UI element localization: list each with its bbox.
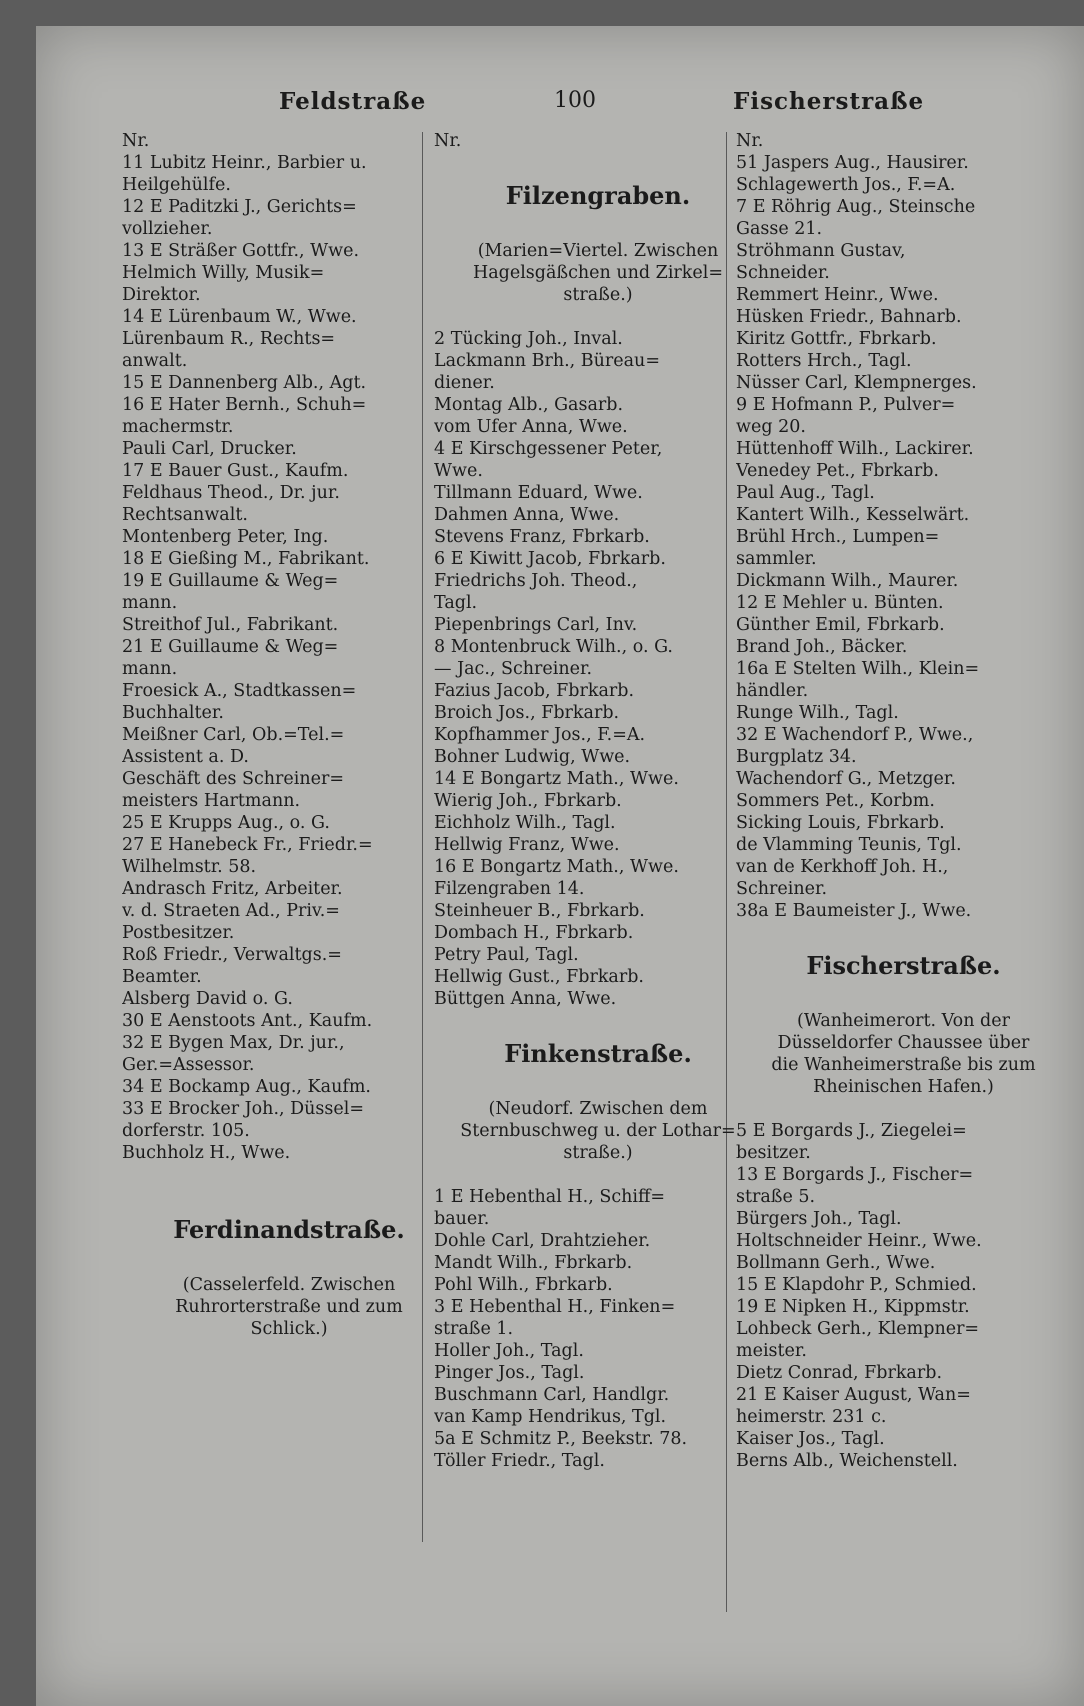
entry-line: 14 E Lürenbaum W., Wwe. <box>122 307 357 327</box>
entry-line: Kopfhammer Jos., F.=A. <box>434 725 646 745</box>
entry-line: weg 20. <box>736 417 806 437</box>
entry-line: Streithof Jul., Fabrikant. <box>122 615 339 635</box>
section-title-ferdinandstrasse: Ferdinandstraße. <box>173 1215 405 1244</box>
entry-line: bauer. <box>434 1209 490 1229</box>
page-header <box>36 84 1084 124</box>
entry-line: 15 E Dannenberg Alb., Agt. <box>122 373 367 393</box>
entry-line: Kantert Wilh., Kesselwärt. <box>736 505 970 525</box>
entry-line: Montenberg Peter, Ing. <box>122 527 329 547</box>
entry-line: Kiritz Gottfr., Fbrkarb. <box>736 329 937 349</box>
entry-line: Roß Friedr., Verwaltgs.= <box>122 945 342 965</box>
entry-line: Günther Emil, Fbrkarb. <box>736 615 945 635</box>
entry-line: 32 E Bygen Max, Dr. jur., <box>122 1033 345 1053</box>
entry-line: 2 Tücking Joh., Inval. <box>434 329 623 349</box>
section-description <box>736 1010 1071 1098</box>
entry-line: 25 E Krupps Aug., o. G. <box>122 813 330 833</box>
entry-line: Direktor. <box>122 285 201 305</box>
entry-line: Feldhaus Theod., Dr. jur. <box>122 483 340 503</box>
entry-line: 3 E Hebenthal H., Finken= <box>434 1297 676 1317</box>
entry-line: Petry Paul, Tagl. <box>434 945 579 965</box>
entry-line: meister. <box>736 1341 807 1361</box>
entry-line: Wierig Joh., Fbrkarb. <box>434 791 622 811</box>
entry-line: 30 E Aenstoots Ant., Kaufm. <box>122 1011 373 1031</box>
description-line: Ruhrorterstraße und zum <box>175 1297 403 1317</box>
entry-line: 8 Montenbruck Wilh., o. G. <box>434 637 673 657</box>
entry-line: Brand Joh., Bäcker. <box>736 637 908 657</box>
entry-line: Bohner Ludwig, Wwe. <box>434 747 631 767</box>
entry-line: besitzer. <box>736 1143 811 1163</box>
entry-line: Alsberg David o. G. <box>122 989 293 1009</box>
entry-line: 21 E Guillaume & Weg= <box>122 637 339 657</box>
directory-page <box>36 26 1084 1706</box>
entry-line: heimerstr. 231 c. <box>736 1407 887 1427</box>
entry-line: Sicking Louis, Fbrkarb. <box>736 813 945 833</box>
entry-line: Lohbeck Gerh., Klempner= <box>736 1319 980 1339</box>
entry-line: 13 E Borgards J., Fischer= <box>736 1165 974 1185</box>
entry-line: Beamter. <box>122 967 202 987</box>
entry-line: Pinger Jos., Tagl. <box>434 1363 585 1383</box>
description-line: die Wanheimerstraße bis zum <box>771 1055 1036 1075</box>
entry-line: Dombach H., Fbrkarb. <box>434 923 634 943</box>
entry-line: Sommers Pet., Korbm. <box>736 791 935 811</box>
section-description <box>122 1274 456 1340</box>
description-line: Sternbuschweg u. der Lothar= <box>460 1121 736 1141</box>
entries-feldstrasse <box>122 152 456 1164</box>
entries-fischerstrasse <box>736 1120 1071 1472</box>
entry-line: 16 E Hater Bernh., Schuh= <box>122 395 367 415</box>
entry-line: Buchholz H., Wwe. <box>122 1143 291 1163</box>
entry-line: 17 E Bauer Gust., Kaufm. <box>122 461 349 481</box>
entry-line: Büttgen Anna, Wwe. <box>434 989 617 1009</box>
entry-line: 33 E Brocker Joh., Düssel= <box>122 1099 365 1119</box>
entry-line: 19 E Nipken H., Kippmstr. <box>736 1297 970 1317</box>
entry-line: Assistent a. D. <box>122 747 249 767</box>
entry-line: Hüttenhoff Wilh., Lackirer. <box>736 439 974 459</box>
entry-line: machermstr. <box>122 417 234 437</box>
nr-label: Nr. <box>736 131 764 151</box>
description-line: straße.) <box>563 285 633 305</box>
entry-line: 1 E Hebenthal H., Schiff= <box>434 1187 666 1207</box>
entry-line: Dahmen Anna, Wwe. <box>434 505 620 525</box>
description-line: (Wanheimerort. Von der <box>797 1011 1010 1031</box>
entry-line: Tillmann Eduard, Wwe. <box>434 483 643 503</box>
entry-line: diener. <box>434 373 495 393</box>
entries-filzengraben <box>434 328 762 1010</box>
entry-line: Gasse 21. <box>736 219 823 239</box>
description-line: (Casselerfeld. Zwischen <box>182 1275 396 1295</box>
entry-line: anwalt. <box>122 351 188 371</box>
section-title-finkenstrasse: Finkenstraße. <box>504 1039 692 1068</box>
entry-line: Töller Friedr., Tagl. <box>434 1451 605 1471</box>
entry-line: Postbesitzer. <box>122 923 235 943</box>
entry-line: Schlagewerth Jos., F.=A. <box>736 175 956 195</box>
entry-line: v. d. Straeten Ad., Priv.= <box>122 901 340 921</box>
entry-line: Venedey Pet., Fbrkarb. <box>736 461 939 481</box>
entry-line: 32 E Wachendorf P., Wwe., <box>736 725 974 745</box>
entry-line: Meißner Carl, Ob.=Tel.= <box>122 725 345 745</box>
entry-line: Holler Joh., Tagl. <box>434 1341 584 1361</box>
entry-line: 14 E Bongartz Math., Wwe. <box>434 769 679 789</box>
entry-line: Piepenbrings Carl, Inv. <box>434 615 638 635</box>
entry-line: straße 5. <box>736 1187 816 1207</box>
entry-line: Hellwig Franz, Wwe. <box>434 835 620 855</box>
description-line: Schlick.) <box>250 1319 328 1339</box>
entry-line: Bürgers Joh., Tagl. <box>736 1209 902 1229</box>
entry-line: 16a E Stelten Wilh., Klein= <box>736 659 980 679</box>
entry-line: 27 E Hanebeck Fr., Friedr.= <box>122 835 373 855</box>
entry-line: Dietz Conrad, Fbrkarb. <box>736 1363 943 1383</box>
entry-line: vollzieher. <box>122 219 213 239</box>
entry-line: Lackmann Brh., Büreau= <box>434 351 660 371</box>
entry-line: Brühl Hrch., Lumpen= <box>736 527 940 547</box>
entry-line: Burgplatz 34. <box>736 747 857 767</box>
entry-line: Filzengraben 14. <box>434 879 585 899</box>
entry-line: 12 E Mehler u. Bünten. <box>736 593 944 613</box>
entry-line: straße 1. <box>434 1319 514 1339</box>
entry-line: Nüsser Carl, Klempnerges. <box>736 373 977 393</box>
entry-line: 4 E Kirschgessener Peter, <box>434 439 663 459</box>
entry-line: Wachendorf G., Metzger. <box>736 769 956 789</box>
entry-line: Pauli Carl, Drucker. <box>122 439 297 459</box>
entry-line: Paul Aug., Tagl. <box>736 483 875 503</box>
description-line: (Neudorf. Zwischen dem <box>488 1099 708 1119</box>
entry-line: Tagl. <box>434 593 478 613</box>
entry-line: Berns Alb., Weichenstell. <box>736 1451 958 1471</box>
entry-line: 18 E Gießing M., Fabrikant. <box>122 549 370 569</box>
page-number: 100 <box>554 88 596 113</box>
section-description <box>434 240 762 306</box>
entry-line: Mandt Wilh., Fbrkarb. <box>434 1253 633 1273</box>
description-line: straße.) <box>563 1143 633 1163</box>
entry-line: 15 E Klapdohr P., Schmied. <box>736 1275 977 1295</box>
entry-line: Hüsken Friedr., Bahnarb. <box>736 307 962 327</box>
entry-line: Rotters Hrch., Tagl. <box>736 351 912 371</box>
entry-line: Friedrichs Joh. Theod., <box>434 571 638 591</box>
header-right-street: Fischerstraße <box>733 88 925 115</box>
entry-line: 6 E Kiwitt Jacob, Fbrkarb. <box>434 549 666 569</box>
description-line: Düsseldorfer Chaussee über <box>777 1033 1030 1053</box>
entry-line: Eichholz Wilh., Tagl. <box>434 813 616 833</box>
header-left-street: Feldstraße <box>279 88 427 115</box>
entry-line: 9 E Hofmann P., Pulver= <box>736 395 956 415</box>
nr-label: Nr. <box>434 131 462 151</box>
entry-line: Ströhmann Gustav, <box>736 241 906 261</box>
entries-fischerstrasse-cont <box>736 152 1071 922</box>
entry-line: 7 E Röhrig Aug., Steinsche <box>736 197 976 217</box>
entry-line: dorferstr. 105. <box>122 1121 250 1141</box>
entry-line: Remmert Heinr., Wwe. <box>736 285 939 305</box>
entry-line: Ger.=Assessor. <box>122 1055 255 1075</box>
entry-line: Wilhelmstr. 58. <box>122 857 257 877</box>
entry-line: Broich Jos., Fbrkarb. <box>434 703 620 723</box>
column-1 <box>122 130 456 1340</box>
entry-line: Steinheuer B., Fbrkarb. <box>434 901 645 921</box>
entry-line: 13 E Sträßer Gottfr., Wwe. <box>122 241 360 261</box>
description-line: (Marien=Viertel. Zwischen <box>477 241 719 261</box>
entry-line: Bollmann Gerh., Wwe. <box>736 1253 936 1273</box>
column-3 <box>736 130 1071 1472</box>
entry-line: Schneider. <box>736 263 830 283</box>
description-line: Hagelsgäßchen und Zirkel= <box>472 263 724 283</box>
entry-line: Buchhalter. <box>122 703 224 723</box>
section-description <box>434 1098 762 1164</box>
entry-line: mann. <box>122 659 178 679</box>
entry-line: mann. <box>122 593 178 613</box>
entry-line: Runge Wilh., Tagl. <box>736 703 899 723</box>
entry-line: Holtschneider Heinr., Wwe. <box>736 1231 982 1251</box>
entry-line: 51 Jaspers Aug., Hausirer. <box>736 153 969 173</box>
entry-line: meisters Hartmann. <box>122 791 301 811</box>
entry-line: 19 E Guillaume & Weg= <box>122 571 339 591</box>
entry-line: Schreiner. <box>736 879 828 899</box>
section-title-filzengraben: Filzengraben. <box>505 181 691 210</box>
entry-line: Buschmann Carl, Handlgr. <box>434 1385 670 1405</box>
entry-line: Fazius Jacob, Fbrkarb. <box>434 681 635 701</box>
entry-line: van Kamp Hendrikus, Tgl. <box>434 1407 667 1427</box>
entry-line: Hellwig Gust., Fbrkarb. <box>434 967 644 987</box>
description-line: Rheinischen Hafen.) <box>813 1077 994 1097</box>
entry-line: Stevens Franz, Fbrkarb. <box>434 527 650 547</box>
entry-line: händler. <box>736 681 809 701</box>
entry-line: sammler. <box>736 549 817 569</box>
nr-label: Nr. <box>122 131 150 151</box>
entry-line: — Jac., Schreiner. <box>434 659 593 679</box>
column-2 <box>434 130 762 1472</box>
entry-line: Andrasch Fritz, Arbeiter. <box>122 879 343 899</box>
entry-line: Dohle Carl, Drahtzieher. <box>434 1231 651 1251</box>
entry-line: 12 E Paditzki J., Gerichts= <box>122 197 357 217</box>
entry-line: 34 E Bockamp Aug., Kaufm. <box>122 1077 371 1097</box>
entry-line: vom Ufer Anna, Wwe. <box>434 417 628 437</box>
entry-line: 16 E Bongartz Math., Wwe. <box>434 857 679 877</box>
entry-line: 21 E Kaiser August, Wan= <box>736 1385 971 1405</box>
entry-line: 11 Lubitz Heinr., Barbier u. <box>122 153 367 173</box>
entry-line: Heilgehülfe. <box>122 175 231 195</box>
entry-line: Geschäft des Schreiner= <box>122 769 345 789</box>
entry-line: Froesick A., Stadtkassen= <box>122 681 357 701</box>
entry-line: Helmich Willy, Musik= <box>122 263 325 283</box>
entry-line: van de Kerkhoff Joh. H., <box>736 857 949 877</box>
entry-line: 38a E Baumeister J., Wwe. <box>736 901 972 921</box>
entry-line: Kaiser Jos., Tagl. <box>736 1429 885 1449</box>
entry-line: Dickmann Wilh., Maurer. <box>736 571 959 591</box>
entry-line: Montag Alb., Gasarb. <box>434 395 624 415</box>
entry-line: 5a E Schmitz P., Beekstr. 78. <box>434 1429 688 1449</box>
entry-line: Wwe. <box>434 461 483 481</box>
entries-finkenstrasse <box>434 1186 762 1472</box>
entry-line: de Vlamming Teunis, Tgl. <box>736 835 962 855</box>
section-title-fischerstrasse: Fischerstraße. <box>806 951 1001 980</box>
entry-line: Pohl Wilh., Fbrkarb. <box>434 1275 613 1295</box>
entry-line: Lürenbaum R., Rechts= <box>122 329 336 349</box>
entry-line: Rechtsanwalt. <box>122 505 248 525</box>
entry-line: 5 E Borgards J., Ziegelei= <box>736 1121 967 1141</box>
